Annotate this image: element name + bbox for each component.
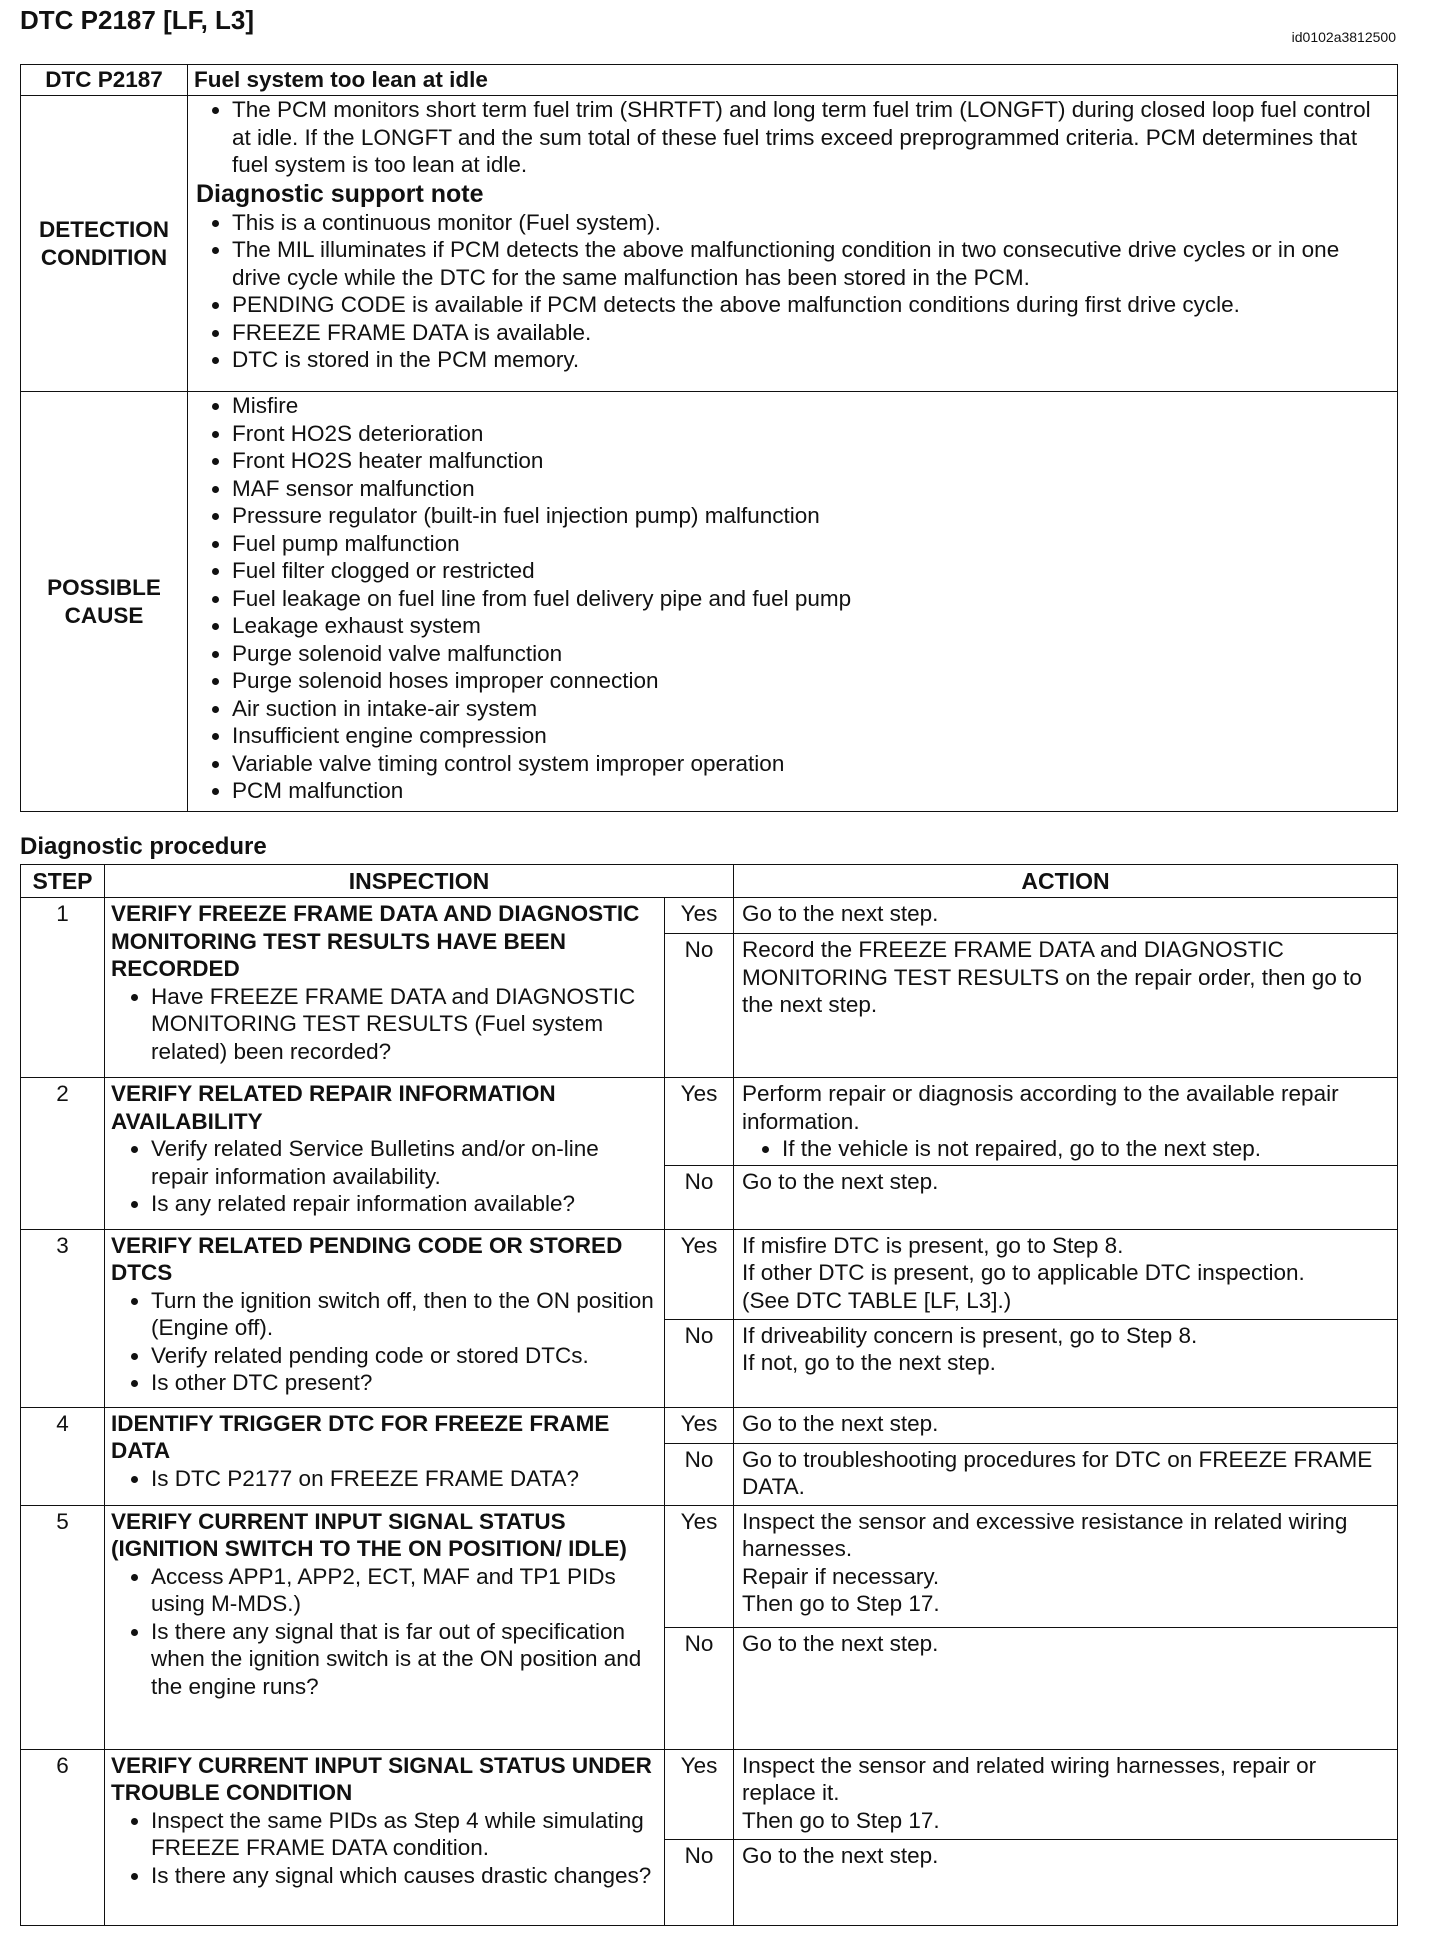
yes-label: Yes (665, 1749, 734, 1839)
inspection-cell (105, 1749, 665, 1925)
action-line: If other DTC is present, go to applicable DTC inspection. (742, 1260, 1305, 1285)
list-item: • PCM malfunction (232, 777, 1389, 805)
step-number: 2 (21, 1078, 105, 1230)
detection-condition-content (188, 96, 1398, 392)
table-row (21, 898, 1398, 934)
no-action: Go to troubleshooting procedures for DTC on FREEZE FRAME DATA. (734, 1443, 1398, 1505)
step-heading: IDENTIFY TRIGGER DTC FOR FREEZE FRAME DATA (111, 1410, 610, 1463)
list-item: • FREEZE FRAME DATA is available. (232, 319, 1389, 347)
inspection-list (111, 1563, 656, 1701)
yes-label: Yes (665, 1078, 734, 1166)
yes-label: Yes (665, 1505, 734, 1627)
step-number: 1 (21, 898, 105, 1078)
list-item: • Front HO2S deterioration (232, 420, 1389, 448)
yes-action: Go to the next step. (734, 1407, 1398, 1443)
action-list (742, 1135, 1389, 1163)
no-label: No (665, 1443, 734, 1505)
list-item: • MAF sensor malfunction (232, 475, 1389, 503)
list-item: • Insufficient engine compression (232, 722, 1389, 750)
list-item: • Have FREEZE FRAME DATA and DIAGNOSTIC MONITORING TEST RESULTS (Fuel system related) been recorded? (151, 983, 656, 1066)
step-heading: VERIFY RELATED PENDING CODE OR STORED DTCS (111, 1232, 623, 1285)
support-note-heading: Diagnostic support note (196, 179, 484, 208)
page-title: DTC P2187 [LF, L3] (20, 5, 255, 35)
yes-action-cell (734, 1749, 1398, 1839)
list-item: • Front HO2S heater malfunction (232, 447, 1389, 475)
procedure-title: Diagnostic procedure (20, 833, 267, 860)
document-id: id0102a3812500 (1291, 29, 1396, 45)
list-item: • Is other DTC present? (151, 1369, 656, 1397)
list-item: • Is there any signal that is far out of specification when the ignition switch is at the ON position and the engine runs? (151, 1618, 656, 1701)
list-item: • Access APP1, APP2, ECT, MAF and TP1 PIDs using M-MDS.) (151, 1563, 656, 1618)
detection-list (188, 96, 1389, 179)
inspection-cell (105, 1229, 665, 1407)
list-item: • Fuel pump malfunction (232, 530, 1389, 558)
table-row (21, 1505, 1398, 1627)
inspection-list (111, 1465, 656, 1493)
no-action: Record the FREEZE FRAME DATA and DIAGNOSTIC MONITORING TEST RESULTS on the repair order, then go to the next step. (734, 934, 1398, 1078)
list-item: • Inspect the same PIDs as Step 4 while simulating FREEZE FRAME DATA condition. (151, 1807, 656, 1862)
inspection-cell (105, 1078, 665, 1230)
list-item: • This is a continuous monitor (Fuel system). (232, 209, 1389, 237)
step-number: 5 (21, 1505, 105, 1749)
list-item: • Pressure regulator (built-in fuel injection pump) malfunction (232, 502, 1389, 530)
list-item: • Turn the ignition switch off, then to the ON position (Engine off). (151, 1287, 656, 1342)
inspection-header: INSPECTION (105, 865, 734, 898)
no-label: No (665, 1627, 734, 1749)
dtc-summary-table (20, 64, 1398, 812)
step-number: 6 (21, 1749, 105, 1925)
step-heading: VERIFY RELATED REPAIR INFORMATION AVAILABILITY (111, 1081, 556, 1134)
list-item: • The PCM monitors short term fuel trim (SHRTFT) and long term fuel trim (LONGFT) during closed loop fuel control at idle. If the LONGFT and the sum total of these fuel trims exceed preprogrammed criteria. PCM determines that fuel system is too lean at idle. (232, 96, 1389, 179)
no-label: No (665, 934, 734, 1078)
list-item: • Purge solenoid valve malfunction (232, 640, 1389, 668)
inspection-cell (105, 1505, 665, 1749)
list-item: • If the vehicle is not repaired, go to the next step. (782, 1135, 1389, 1163)
list-item: • Purge solenoid hoses improper connection (232, 667, 1389, 695)
yes-label: Yes (665, 1407, 734, 1443)
action-header: ACTION (734, 865, 1398, 898)
list-item: • DTC is stored in the PCM memory. (232, 346, 1389, 374)
yes-action-cell (734, 1505, 1398, 1627)
no-action: Go to the next step. (734, 1627, 1398, 1749)
table-row (21, 1078, 1398, 1166)
yes-action-cell (734, 1078, 1398, 1166)
inspection-list (111, 1807, 656, 1890)
no-action: Go to the next step. (734, 1165, 1398, 1229)
no-label: No (665, 1165, 734, 1229)
detection-condition-label: DETECTION CONDITION (21, 96, 188, 392)
yes-action: Go to the next step. (734, 898, 1398, 934)
inspection-list (111, 983, 656, 1066)
inspection-list (111, 1135, 656, 1218)
inspection-cell (105, 898, 665, 1078)
step-header: STEP (21, 865, 105, 898)
possible-cause-label: POSSIBLE CAUSE (21, 392, 188, 812)
action-line: Inspect the sensor and excessive resistance in related wiring harnesses. (742, 1508, 1348, 1561)
inspection-cell (105, 1407, 665, 1505)
list-item: • The MIL illuminates if PCM detects the above malfunctioning condition in two consecutive drive cycles or in one drive cycle while the DTC for the same malfunction has been stored in the PCM. (232, 236, 1389, 291)
no-action: Go to the next step. (734, 1839, 1398, 1925)
possible-cause-content (188, 392, 1398, 812)
action-line: If not, go to the next step. (742, 1350, 996, 1375)
list-item: • Verify related Service Bulletins and/or on-line repair information availability. (151, 1135, 656, 1190)
action-line: If driveability concern is present, go to Step 8. (742, 1322, 1198, 1348)
table-row (21, 1749, 1398, 1839)
list-item: • Is there any signal which causes drastic changes? (151, 1862, 656, 1890)
yes-action: Perform repair or diagnosis according to the available repair information. (742, 1081, 1339, 1134)
list-item: • Fuel leakage on fuel line from fuel delivery pipe and fuel pump (232, 585, 1389, 613)
step-number: 3 (21, 1229, 105, 1407)
dtc-code-cell: DTC P2187 (21, 65, 188, 96)
action-line: (See DTC TABLE [LF, L3].) (742, 1287, 1012, 1313)
table-row (21, 1407, 1398, 1443)
dtc-description-cell: Fuel system too lean at idle (188, 65, 1398, 96)
no-action-cell (734, 1319, 1398, 1407)
action-line: If misfire DTC is present, go to Step 8. (742, 1232, 1124, 1258)
yes-action-cell (734, 1229, 1398, 1319)
action-line: Inspect the sensor and related wiring harnesses, repair or replace it. (742, 1752, 1317, 1805)
step-heading: VERIFY CURRENT INPUT SIGNAL STATUS (IGNITION SWITCH TO THE ON POSITION/ IDLE) (111, 1508, 627, 1561)
list-item: • Variable valve timing control system improper operation (232, 750, 1389, 778)
list-item: • PENDING CODE is available if PCM detects the above malfunction conditions during first drive cycle. (232, 291, 1389, 319)
diagnostic-procedure-table (20, 864, 1398, 1926)
list-item: • Fuel filter clogged or restricted (232, 557, 1389, 585)
table-row (21, 1229, 1398, 1319)
step-heading: VERIFY CURRENT INPUT SIGNAL STATUS UNDER TROUBLE CONDITION (111, 1752, 652, 1805)
yes-label: Yes (665, 1229, 734, 1319)
no-label: No (665, 1839, 734, 1925)
no-label: No (665, 1319, 734, 1407)
list-item: • Is DTC P2177 on FREEZE FRAME DATA? (151, 1465, 656, 1493)
list-item: • Misfire (232, 392, 1389, 420)
action-line: Then go to Step 17. (742, 1807, 940, 1833)
list-item: • Verify related pending code or stored DTCs. (151, 1342, 656, 1370)
step-heading: VERIFY FREEZE FRAME DATA AND DIAGNOSTIC MONITORING TEST RESULTS HAVE BEEN RECORDED (111, 901, 640, 981)
step-number: 4 (21, 1407, 105, 1505)
action-line: Then go to Step 17. (742, 1591, 940, 1616)
yes-label: Yes (665, 898, 734, 934)
list-item: • Air suction in intake-air system (232, 695, 1389, 723)
list-item: • Leakage exhaust system (232, 612, 1389, 640)
action-line: Repair if necessary. (742, 1563, 940, 1589)
possible-cause-list (188, 392, 1389, 805)
support-note-list (188, 209, 1389, 374)
inspection-list (111, 1287, 656, 1397)
list-item: • Is any related repair information available? (151, 1190, 656, 1218)
